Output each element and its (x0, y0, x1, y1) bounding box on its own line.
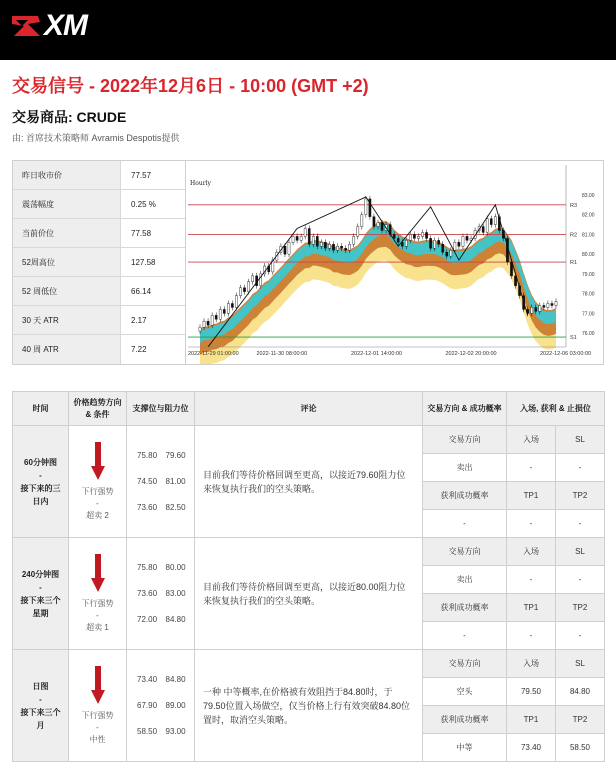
candle-body (393, 234, 395, 238)
timeframe-line: - (39, 470, 42, 480)
level-pair (137, 667, 194, 693)
col-header-entry: 入场, 获利 & 止损位 (507, 392, 605, 426)
candle-body (450, 250, 452, 256)
trend-line: 下行强势 (81, 486, 114, 496)
candle-body (539, 305, 541, 311)
price-chart-svg (186, 161, 604, 364)
down-arrow-icon (91, 666, 105, 704)
trade-field: - (556, 510, 605, 538)
level-pair (137, 581, 194, 607)
trade-field: TP2 (556, 482, 605, 510)
levels-cell (127, 426, 195, 538)
candle-body (215, 315, 217, 319)
candle-body (227, 304, 229, 314)
level-pair (137, 469, 194, 495)
candle-body (446, 252, 448, 256)
trend-cell (69, 538, 127, 650)
y-tick-label: 76.00 (582, 331, 595, 338)
candle-body (490, 219, 492, 225)
price-chart (185, 161, 603, 364)
candle-body (458, 242, 460, 246)
candle-body (312, 236, 314, 244)
candle-body (207, 321, 209, 325)
x-tick-label: 2022-12-02 20:00:00 (445, 351, 497, 357)
trade-field: SL (556, 538, 605, 566)
support-level: 75.80 (137, 450, 158, 460)
candle-body (231, 304, 233, 308)
candle-body (235, 296, 237, 308)
candle-body (454, 242, 456, 250)
x-tick-label: 2022-12-01 14:00:00 (351, 351, 403, 357)
support-level: 73.40 (137, 674, 158, 684)
trade-field: - (423, 622, 507, 650)
stat-label: 震荡幅度 (13, 190, 121, 218)
candle-body (328, 244, 330, 248)
down-arrow-icon (91, 554, 105, 592)
level-pair (137, 719, 194, 745)
trade-field: - (556, 566, 605, 594)
candle-body (243, 288, 245, 292)
support-level: 73.60 (137, 588, 158, 598)
y-tick-label: 80.00 (582, 252, 595, 259)
trade-field: 中等 (423, 734, 507, 762)
trend-line: 中性 (89, 734, 106, 744)
y-tick-label: 82.00 (582, 212, 595, 219)
candle-body (531, 307, 533, 313)
candle-body (421, 232, 423, 236)
candle-body (292, 236, 294, 242)
candle-body (308, 229, 310, 245)
level-pair (137, 555, 194, 581)
brand-name: XM (44, 9, 87, 42)
candle-body (288, 242, 290, 254)
timeframe-line: 接下来三个 (20, 595, 61, 605)
resistance-level: 82.50 (165, 502, 186, 512)
source-credit: 由: 首席技术策略师 Avramis Despotis提供 (12, 133, 180, 143)
trade-field: 卖出 (423, 454, 507, 482)
candle-body (417, 236, 419, 238)
support-level: 72.00 (137, 614, 158, 624)
down-arrow-icon (91, 442, 105, 480)
timeframe-line: 240分钟图 (21, 569, 60, 579)
col-header-levels: 支撑位与阻力位 (127, 392, 195, 426)
y-tick-label: 81.00 (582, 232, 595, 239)
stat-row (13, 248, 185, 277)
signals-header-row (13, 392, 605, 426)
candle-body (405, 240, 407, 246)
resistance-level: 81.00 (165, 476, 186, 486)
stat-value: 2.17 (131, 315, 147, 325)
comment-cell: 目前我们等待价格回调至更高，以接近79.60阻力位来恢复执行我们的空头策略。 (195, 426, 423, 538)
candle-body (413, 234, 415, 238)
trend-line: - (96, 498, 99, 508)
signal-row (13, 538, 605, 566)
trend-cell (69, 426, 127, 538)
stat-row (13, 219, 185, 248)
y-tick-label: 77.00 (582, 311, 595, 318)
trade-field: - (507, 566, 556, 594)
timeframe-line: 月 (36, 720, 45, 730)
y-tick-label: 83.00 (582, 192, 595, 199)
trend-line: 下行强势 (81, 710, 114, 720)
overview-panel (12, 160, 604, 365)
trade-field: 入场 (507, 650, 556, 678)
trade-field: 空头 (423, 678, 507, 706)
trade-field: TP1 (507, 594, 556, 622)
levels-cell (127, 538, 195, 650)
timeframe-line: - (39, 694, 42, 704)
candle-body (442, 244, 444, 252)
trade-field: - (423, 510, 507, 538)
candle-body (349, 244, 351, 250)
trade-field: 58.50 (556, 734, 605, 762)
support-level: 58.50 (137, 726, 158, 736)
candle-body (494, 217, 496, 225)
level-label: R3 (570, 202, 578, 209)
trade-field: TP1 (507, 482, 556, 510)
candle-body (199, 327, 201, 331)
timeframe-cell (13, 426, 69, 538)
support-level: 67.90 (137, 700, 158, 710)
resistance-level: 89.00 (165, 700, 186, 710)
resistance-level: 83.00 (165, 588, 186, 598)
stat-value: 77.58 (131, 228, 152, 238)
candle-body (219, 309, 221, 319)
signals-table (12, 391, 605, 762)
stat-value: 77.57 (131, 170, 152, 180)
product-name: 交易商品: CRUDE (12, 109, 127, 125)
stat-label: 当前价位 (13, 219, 121, 247)
trade-field: 交易方向 (423, 650, 507, 678)
candle-body (332, 244, 334, 250)
candle-body (357, 227, 359, 237)
trend-line: 下行强势 (81, 598, 114, 608)
candle-body (365, 199, 367, 215)
comment-cell: 目前我们等待价格回调至更高，以接近80.00阻力位来恢复执行我们的空头策略。 (195, 538, 423, 650)
xm-logo-mark-icon (10, 12, 42, 40)
stat-row (13, 277, 185, 306)
trade-field: 获利成功概率 (423, 594, 507, 622)
candle-body (211, 315, 213, 325)
candle-body (296, 236, 298, 240)
timeframe-line: 接下来三个 (20, 707, 61, 717)
level-pair (137, 443, 194, 469)
col-header-time: 时间 (13, 392, 69, 426)
stat-value: 66.14 (131, 286, 152, 296)
resistance-level: 84.80 (165, 614, 186, 624)
candle-body (438, 240, 440, 244)
col-header-direction: 交易方向 & 成功概率 (423, 392, 507, 426)
candle-body (340, 246, 342, 248)
trade-field: 73.40 (507, 734, 556, 762)
candle-body (304, 229, 306, 237)
level-pair (137, 607, 194, 633)
stat-label: 52 周低位 (13, 277, 121, 305)
trade-field: 获利成功概率 (423, 482, 507, 510)
col-header-trend: 价格趋势方向 & 条件 (69, 392, 127, 426)
resistance-level: 93.00 (165, 726, 186, 736)
stat-value: 7.22 (131, 345, 147, 354)
timeframe-line: 60分钟图 (24, 457, 57, 467)
stats-table (13, 161, 185, 364)
trade-field: - (507, 622, 556, 650)
candle-body (203, 321, 205, 327)
trade-field: SL (556, 426, 605, 454)
trade-field: TP2 (556, 594, 605, 622)
trade-field: 卖出 (423, 566, 507, 594)
candle-body (239, 288, 241, 296)
trade-field: 84.80 (556, 678, 605, 706)
candle-body (336, 246, 338, 250)
support-level: 73.60 (137, 502, 158, 512)
trade-field: SL (556, 650, 605, 678)
candle-body (247, 282, 249, 292)
candle-body (353, 236, 355, 244)
candle-body (284, 246, 286, 254)
y-tick-label: 79.00 (582, 271, 595, 278)
trade-field: 入场 (507, 426, 556, 454)
timeframe-line: 日图 (32, 681, 49, 691)
trend-line: 超卖 1 (86, 622, 109, 632)
resistance-level: 79.60 (165, 450, 186, 460)
candle-body (373, 217, 375, 227)
candle-body (466, 236, 468, 240)
support-level: 75.80 (137, 562, 158, 572)
candle-body (324, 242, 326, 248)
trade-field: - (556, 622, 605, 650)
levels-cell (127, 650, 195, 762)
trade-field: 交易方向 (423, 426, 507, 454)
level-pair (137, 693, 194, 719)
header-bar (0, 0, 616, 60)
trade-field: 79.50 (507, 678, 556, 706)
timeframe-line: 日内 (32, 496, 49, 506)
candle-body (316, 236, 318, 246)
candle-body (300, 236, 302, 240)
stat-label: 52周高位 (13, 248, 121, 276)
x-tick-label: 2022-11-30 08:00:00 (256, 351, 308, 357)
candle-body (547, 304, 549, 308)
stat-row (13, 190, 185, 219)
stat-label: 40 周 ATR (13, 335, 121, 364)
trend-cell (69, 650, 127, 762)
xm-logo[interactable] (10, 10, 87, 42)
comment-cell: 一种 中等概率,在价格被有效阻挡于84.80时，于79.50位置入场做空，仅当价格上行有效突破84.80位置时，取消空头策略。 (195, 650, 423, 762)
stat-row (13, 335, 185, 364)
signal-row (13, 426, 605, 454)
candle-body (434, 240, 436, 248)
candle-body (551, 304, 553, 306)
page-title: 交易信号 - 2022年12月6日 - 10:00 (GMT +2) (12, 76, 369, 96)
candle-body (361, 215, 363, 227)
trend-line: 超卖 2 (86, 510, 109, 520)
timeframe-cell (13, 650, 69, 762)
candle-body (543, 305, 545, 307)
candle-body (486, 219, 488, 233)
candle-body (429, 238, 431, 248)
level-label: S1 (570, 335, 577, 342)
timeframe-line: 接下来的三 (20, 483, 61, 493)
candle-body (462, 236, 464, 246)
candle-body (409, 234, 411, 240)
candle-body (482, 227, 484, 233)
signal-row (13, 650, 605, 678)
candle-body (251, 276, 253, 282)
col-header-comment: 评论 (195, 392, 423, 426)
timeframe-line: - (39, 582, 42, 592)
trade-field: TP1 (507, 706, 556, 734)
stat-value: 127.58 (131, 257, 156, 267)
trade-field: TP2 (556, 706, 605, 734)
trade-field: - (507, 510, 556, 538)
candle-body (320, 242, 322, 246)
candle-body (377, 223, 379, 227)
stat-label: 昨日收市价 (13, 161, 121, 189)
resistance-level: 80.00 (165, 562, 186, 572)
stat-row (13, 161, 185, 190)
y-tick-label: 78.00 (582, 291, 595, 298)
candle-body (535, 307, 537, 311)
x-tick-label: 2022-11-29 01:00:00 (188, 351, 239, 357)
level-label: R2 (570, 232, 578, 239)
trend-line: - (96, 722, 99, 732)
trend-line: - (96, 610, 99, 620)
support-level: 74.50 (137, 476, 158, 486)
timeframe-cell (13, 538, 69, 650)
candle-body (381, 223, 383, 231)
stat-row (13, 306, 185, 335)
chart-title: Hourly (190, 180, 211, 187)
stat-value: 0.25 % (131, 199, 156, 209)
trade-field: - (556, 454, 605, 482)
candle-body (397, 238, 399, 242)
trade-field: - (507, 454, 556, 482)
candle-body (425, 232, 427, 238)
candle-body (223, 309, 225, 313)
trade-field: 入场 (507, 538, 556, 566)
level-label: R1 (570, 260, 578, 267)
timeframe-line: 星期 (32, 608, 49, 618)
trade-field: 获利成功概率 (423, 706, 507, 734)
candle-body (555, 302, 557, 306)
level-pair (137, 495, 194, 521)
x-tick-label: 2022-12-06 03:00:00 (540, 351, 592, 357)
candle-body (345, 248, 347, 250)
resistance-level: 84.80 (165, 674, 186, 684)
stat-label: 30 天 ATR (13, 306, 121, 334)
trade-field: 交易方向 (423, 538, 507, 566)
